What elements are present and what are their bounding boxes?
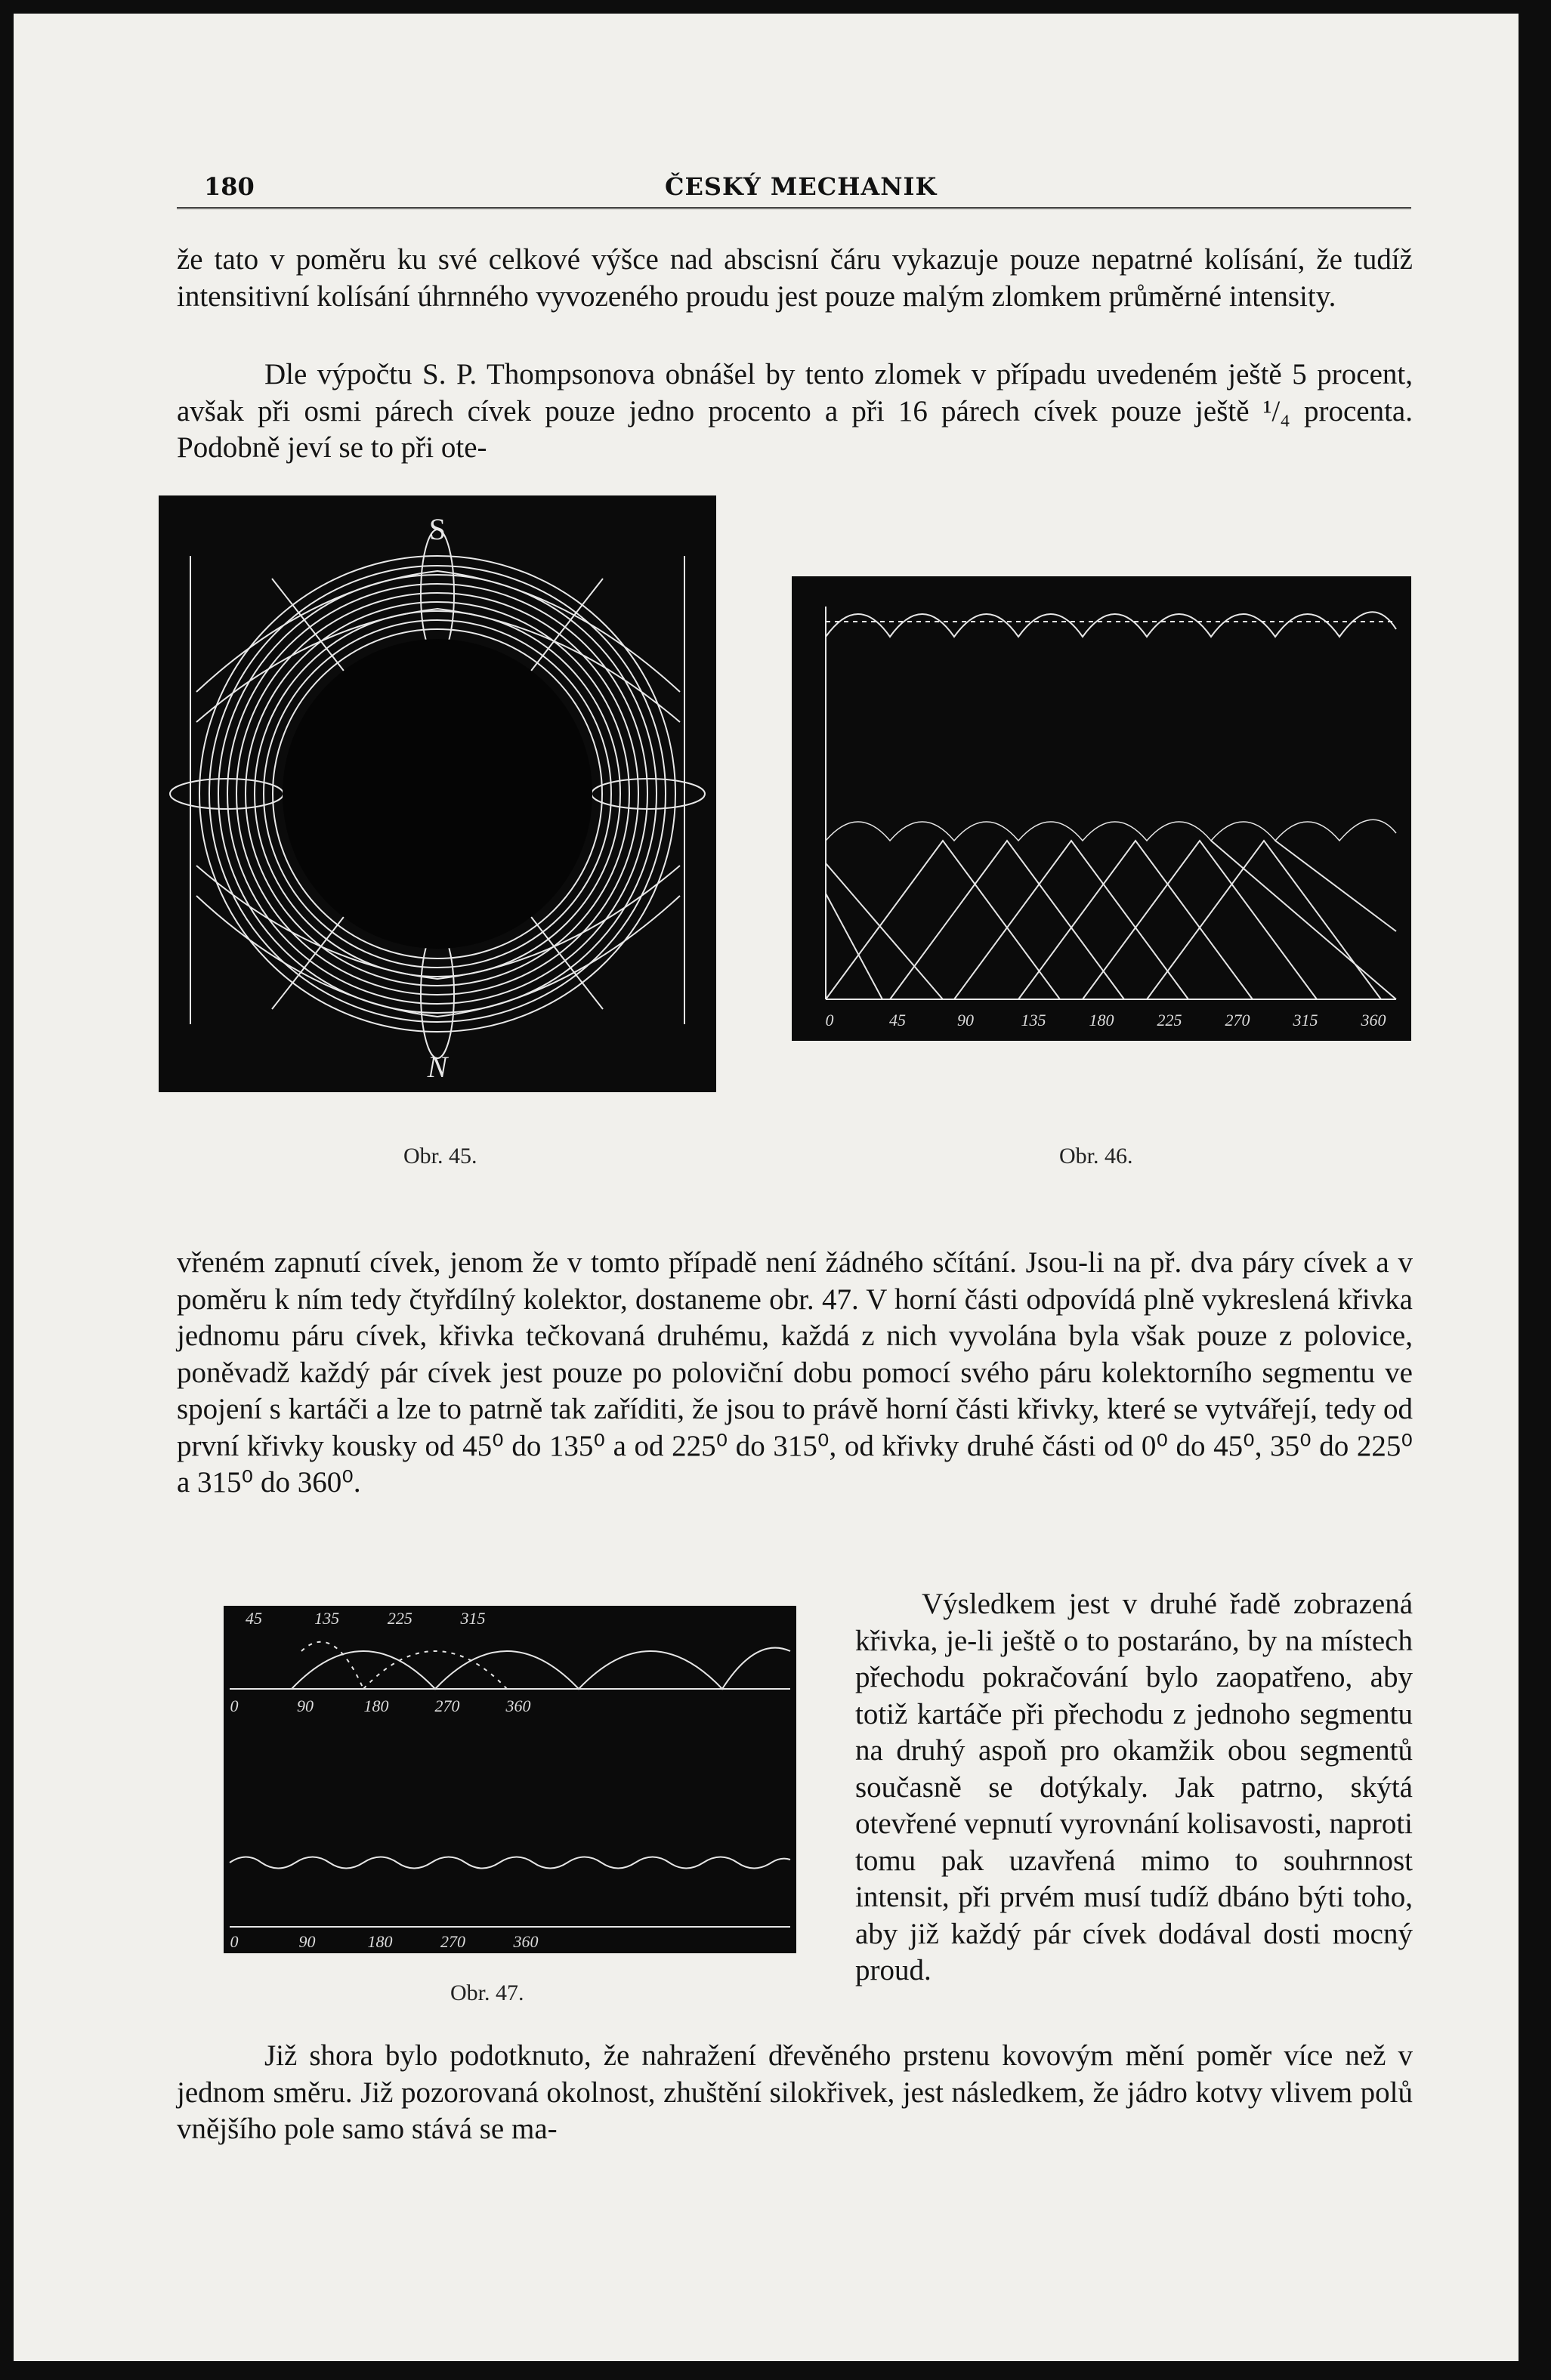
paragraph-4: Výsledkem jest v druhé řadě zobrazená křivka, je-li ještě o to postaráno, by na místech přechodu pokračování bylo zaopatřeno, aby totiž kartáče při přechodu z jednoho segmentu na druhý aspoň pro okamžik obou segmentů současně se dotýkaly. Jak patrno, skýtá otevřené vepnutí vyrovnání kolisavosti, naproti tomu pak uzavřená mimo to souhrnnost intensit, při prvém musí tudíž dbáno býti toho, aby již každý pár cívek dodával dosti mocný proud. — [855, 1588, 1413, 1986]
pole-s-label: S — [428, 512, 446, 546]
figure-46-caption: Obr. 46. — [1059, 1144, 1133, 1168]
axis-tick-label: 360 — [1361, 1011, 1386, 1029]
axis-tick-label: 45 — [889, 1011, 906, 1029]
bottom-tick-label: 0 — [230, 1932, 239, 1951]
journal-title: ČESKÝ MECHANIK — [665, 172, 938, 201]
page-number: 180 — [204, 172, 255, 201]
top-tick-label: 135 — [314, 1609, 340, 1628]
bottom-tick-label: 180 — [367, 1932, 393, 1951]
figure-47-caption: Obr. 47. — [450, 1980, 524, 2005]
mid-tick-label: 270 — [434, 1696, 460, 1715]
mid-tick-label: 90 — [297, 1696, 314, 1715]
running-header — [189, 169, 1411, 207]
top-tick-label: 45 — [246, 1609, 262, 1628]
figure-46 — [792, 576, 1411, 1041]
bottom-tick-label: 270 — [440, 1932, 465, 1951]
figure-47 — [224, 1606, 796, 1953]
paragraph-3: vřeném zapnutí cívek, jenom že v tomto případě není žádného sčítání. Jsou-li na př. dva páry cívek a v poměru k ním tedy čtyřdílný kolektor, dostaneme obr. 47. V horní části odpovídá plně vykreslená křivka jednomu páru cívek, křivka tečkovaná druhému, každá z nich vyvolána byla však pouze z polovice, poněvadž každý pár cívek jest pouze po poloviční dobu pomocí svého páru kolektorního segmentu ve spojení s kartáči a lze to patrně tak zaříditi, že jsou to právě horní části křivky, které se vytvářejí, tedy od první křivky kousky od 45⁰ do 135⁰ a od 225⁰ do 315⁰, od křivky druhé části od 0⁰ do 45⁰, 35⁰ do 225⁰ a 315⁰ do 360⁰. — [177, 1246, 1413, 1499]
axis-tick-label: 135 — [1021, 1011, 1046, 1029]
page — [14, 14, 1519, 2361]
mid-tick-label: 0 — [230, 1696, 239, 1715]
header-rule — [177, 207, 1411, 209]
top-tick-label: 225 — [387, 1609, 412, 1628]
axis-tick-label: 0 — [825, 1011, 834, 1029]
axis-tick-label: 180 — [1089, 1011, 1114, 1029]
bottom-tick-label: 360 — [513, 1932, 539, 1951]
paragraph-1: že tato v poměru ku své celkové výšce nad abscisní čáru vykazuje pouze nepatrné kolísání, že tudíž intensitivní kolísání úhrnného vyvozeného proudu jest pouze malým zlomkem průměrné intensity. — [177, 243, 1413, 313]
figure-45 — [159, 495, 716, 1092]
mid-tick-label: 360 — [505, 1696, 531, 1715]
axis-tick-label: 270 — [1225, 1011, 1250, 1029]
paragraph-2: Dle výpočtu S. P. Thompsonova obnášel by tento zlomek v případu uvedeném ještě 5 procent, avšak při osmi párech cívek pouze jedno procento a při 16 párech cívek pouze ještě ¹/₄ procenta. Podobně jeví se to při ote- — [177, 358, 1413, 464]
axis-tick-label: 315 — [1293, 1011, 1318, 1029]
bottom-tick-label: 90 — [298, 1932, 316, 1951]
axis-tick-label: 90 — [957, 1011, 974, 1029]
axis-tick-label: 225 — [1157, 1011, 1182, 1029]
top-tick-label: 315 — [460, 1609, 486, 1628]
paragraph-5: Již shora bylo podotknuto, že nahražení dřevěného prstenu kovovým mění poměr více než v jednom směru. Již pozorovaná okolnost, zhuštění silokřivek, jest následkem, že jádro kotvy vlivem polů vnějšího pole samo stává se ma- — [177, 2039, 1413, 2145]
figure-45-caption: Obr. 45. — [403, 1144, 477, 1168]
pole-n-label: N — [427, 1050, 448, 1084]
mid-tick-label: 180 — [363, 1696, 389, 1715]
